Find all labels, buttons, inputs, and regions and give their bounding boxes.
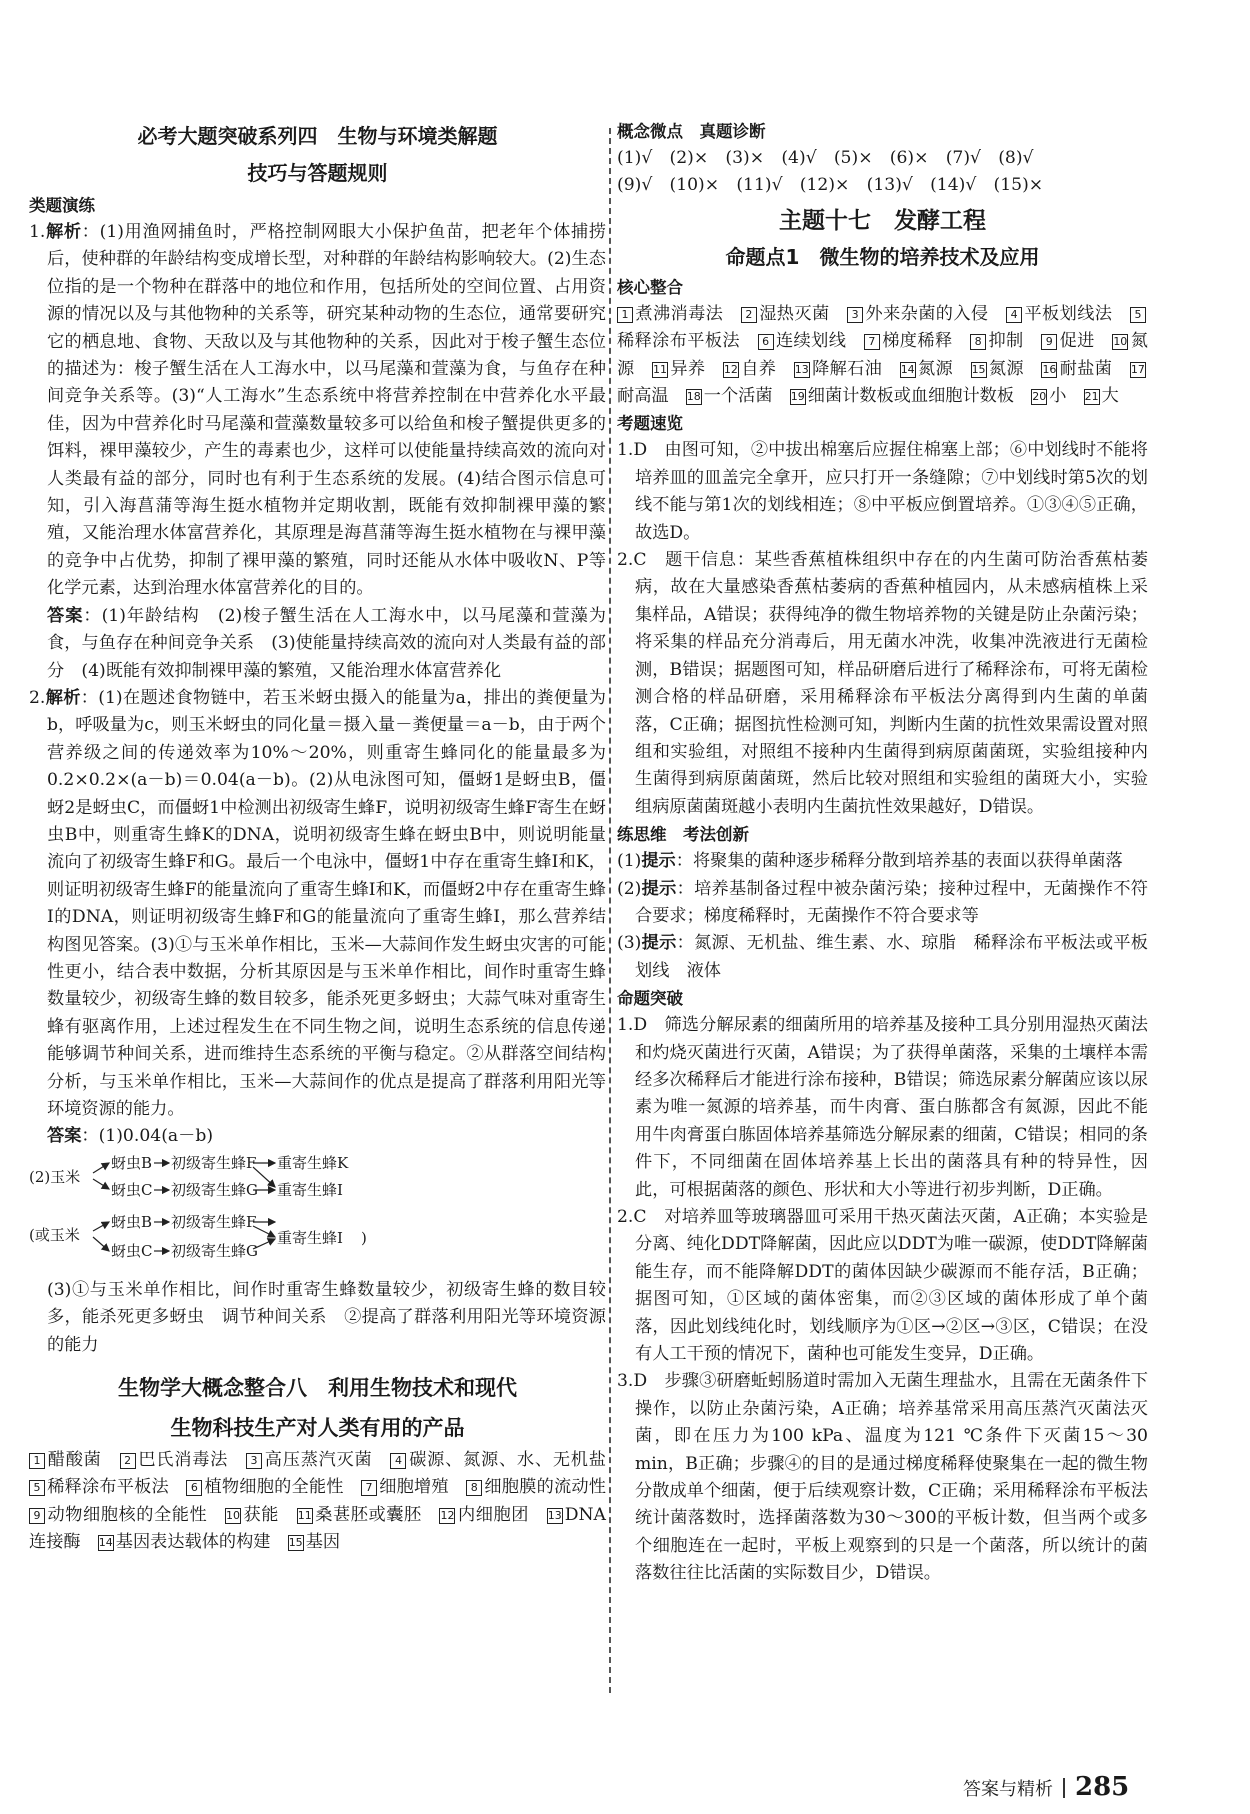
- concept-title-line-2: 生物科技生产对人类有用的产品: [170, 1416, 465, 1441]
- core-item-number: 8: [970, 334, 986, 350]
- concept-item-number: 15: [288, 1536, 303, 1550]
- concept-item: [390, 1450, 605, 1470]
- topic-title: 主题十七 发酵工程: [779, 207, 986, 234]
- concept-item-number: 14: [98, 1536, 113, 1550]
- concept-item-number: 9: [29, 1508, 45, 1524]
- core-item: [847, 304, 988, 324]
- concept-item-text: DNA连接酶: [29, 1504, 606, 1553]
- concept-item: [246, 1450, 372, 1470]
- thinking-hint-1: (1)提示：将聚集的菌种逐步稀释分散到培养基的表面以获得单菌落: [617, 851, 1123, 872]
- page-number: 285: [1075, 1772, 1130, 1802]
- core-item-number: 20: [1032, 390, 1047, 404]
- core-item-number: 13: [794, 362, 809, 376]
- judge-answers-line-2: (9)√ (10)× (11)√ (12)× (13)√ (14)√ (15)×: [617, 175, 1044, 196]
- concept-item: [98, 1532, 271, 1552]
- core-item-number: 11: [653, 362, 668, 376]
- core-item-text: 细菌计数板或血细胞计数板: [807, 386, 1015, 407]
- core-item: [1041, 331, 1095, 351]
- concept-keyword-list: [29, 1447, 606, 1557]
- concept-item-number: 1: [29, 1453, 45, 1469]
- thinking-hint-3: (3)提示：氮源、无机盐、维生素、水、琼脂 稀释涂布平板法或平板划线 液体: [617, 933, 1148, 981]
- thinking-hint-2: (2)提示：培养基制备过程中被杂菌污染；接种过程中，无菌操作不符合要求；梯度稀释时，无菌操作不符合要求等: [617, 878, 1148, 926]
- diagram-aphid-b-2: 蚜虫B: [111, 1212, 153, 1231]
- breakthrough-answer-3: 3.D 步骤③研磨蚯蚓肠道时需加入无菌生理盐水，且需在无菌条件下操作，以防止杂菌污染，A正确；培养基常采用高压蒸汽灭菌法灭菌，即在压力为100 kPa、温度为121 ℃条件下灭菌15～30 min，B正确；步骤④的目的是通过梯度稀释使聚集在一起的微生物分散成单个细菌，便于后续观察计数，C正确；采用稀释涂布平板法统计菌落数时，选择菌落数为30～300的平板计数，但当两个或多个细胞连在一起时，平板上观察到的只是一个菌落，所以统计的菌落数往往比活菌的实际数目少，D错误。: [617, 1371, 1148, 1584]
- core-item-number: 5: [1130, 307, 1146, 323]
- diagram-para-g: 初级寄生蜂G: [171, 1180, 258, 1199]
- core-item-text: 异养: [670, 358, 706, 379]
- diagram-aphid-b: 蚜虫B: [111, 1153, 153, 1172]
- core-item-number: 1: [617, 307, 633, 323]
- concept-item-text: 植物细胞的全能性: [204, 1477, 344, 1498]
- breakthrough-answer-1: 1.D 筛选分解尿素的细菌所用的培养基及接种工具分别用湿热灭菌法和灼烧灭菌进行灭菌，A错误；为了获得单菌落，采集的土壤样本需经多次稀释后才能进行涂布接种，B错误；筛选尿素分解菌应该以尿素为唯一氮源的培养基，而牛肉膏、蛋白胨都含有氮源，因此不能用牛肉膏蛋白胨固体培养基筛选分解尿素的细菌，C错误；相同的条件下，不同细菌在固体培养基上长出的菌落具有种的特异性，因此，可根据菌落的颜色、形状和大小等进行初步判断，D正确。: [617, 1015, 1148, 1200]
- core-item-text: 平板划线法: [1024, 303, 1113, 324]
- concept-item-text: 基因: [305, 1532, 341, 1553]
- concept-item-number: 8: [466, 1480, 482, 1496]
- core-item: [794, 359, 882, 379]
- series-title-line-1: 必考大题突破系列四 生物与环境类解题: [137, 124, 498, 148]
- judge-answers-line-1: (1)√ (2)× (3)× (4)√ (5)× (6)× (7)√ (8)√: [617, 148, 1034, 168]
- concept-item-number: 6: [186, 1480, 202, 1496]
- core-item-number: 21: [1084, 390, 1099, 404]
- diagram-prefix-2: (或玉米: [29, 1225, 80, 1244]
- page-footer: [963, 1772, 1129, 1802]
- core-item: [617, 304, 723, 324]
- core-item: [686, 386, 773, 406]
- concept-item-number: 12: [440, 1508, 455, 1522]
- core-item-text: 氮源: [988, 358, 1024, 379]
- proposition-point-title: 命题点1 微生物的培养技术及应用: [725, 244, 1040, 269]
- core-item-text: 大: [1101, 386, 1119, 407]
- section-breakthrough: 命题突破: [617, 989, 683, 1009]
- core-item-text: 煮沸消毒法: [635, 303, 724, 324]
- core-item: [1041, 359, 1112, 379]
- question-1-answer: 答案：(1)年龄结构 (2)梭子蟹生活在人工海水中，以马尾藻和萱藻为食，与鱼存在种间竞争关系 (3)使能量持续高效的流向对人类最有益的部分 (4)既能有效抑制裸甲藻的繁殖，又能治理水体富营养化: [47, 605, 606, 681]
- core-item: [790, 386, 1014, 406]
- question-1-analysis: 1.解析：(1)用渔网捕鱼时，严格控制网眼大小保护鱼苗，把老年个体捕捞后，使种群的年龄结构变成增长型，对种群的年龄结构影响较大。(2)生态位指的是一个物种在群落中的地位和作用，包括所处的空间位置、占用资源的情况以及与其他物种的关系等，研究某种动物的生态位，通常要研究它的栖息地、食物、天敌以及与其他物种的关系，因此对于梭子蟹生态位的描述为：梭子蟹生活在人工海水中，以马尾藻和萱藻为食，与鱼存在种间竞争关系等。(3)“人工海水”生态系统中将营养控制在中营养化水平最佳，因为中营养化时马尾藻和萱藻数量较多可以给鱼和梭子蟹提供更多的饵料，裸甲藻较少，产生的毒素也少，这样可以使能量持续高效的流向对人类最有益的部分，同时也有利于生态系统的发展。(4)结合图示信息可知，引入海菖蒲等海生挺水植物并定期收割，既能有效抑制裸甲藻的繁殖，又能治理水体富营养化，其原理是海菖蒲等海生挺水植物在与裸甲藻的竞争中占优势，抑制了裸甲藻的繁殖，同时还能从水体中吸收N、P等化学元素，达到治理水体富营养化的目的。: [29, 222, 606, 599]
- core-item: [723, 359, 776, 379]
- core-item-number: 10: [1113, 335, 1128, 349]
- core-item-number: 15: [971, 362, 986, 376]
- core-item-text: 稀释涂布平板法: [617, 331, 741, 352]
- concept-item-text: 巴氏消毒法: [137, 1450, 229, 1471]
- concept-item-number: 10: [225, 1508, 240, 1522]
- diagram-para-f-2: 初级寄生蜂F: [171, 1212, 257, 1231]
- section-concept-diagnosis: 概念微点 真题诊断: [617, 122, 766, 141]
- core-item-text: 自养: [740, 358, 777, 379]
- concept-item-text: 稀释涂布平板法: [47, 1477, 169, 1498]
- core-item-number: 9: [1041, 334, 1057, 350]
- core-item-text: 梯度稀释: [881, 331, 953, 352]
- core-item: [758, 331, 847, 351]
- core-item: [1006, 304, 1112, 324]
- concept-item-number: 11: [297, 1508, 312, 1522]
- diagram-aphid-c-2: 蚜虫C: [111, 1241, 153, 1260]
- core-item-text: 氮源: [617, 331, 1148, 379]
- core-item: [864, 331, 953, 351]
- core-item: [741, 304, 830, 324]
- concept-item: [29, 1505, 207, 1525]
- concept-item: [288, 1532, 340, 1552]
- breakthrough-answer-2: 2.C 对培养皿等玻璃器皿可采用干热灭菌法灭菌，A正确；本实验是分离、纯化DDT降解菌，因此应以DDT为唯一碳源，使DDT降解菌能生存，而不能降解DDT的菌体因缺少碳源而不能存活，B正确；据图可知，①区域的菌体密集，而②③区域的菌体形成了单个菌落，因此划线纯化时，划线顺序为①区→②区→③区，C错误；在没有人工干预的情况下，菌种也可能发生变异，D正确。: [617, 1207, 1148, 1365]
- concept-item-text: 动物细胞核的全能性: [47, 1504, 208, 1525]
- concept-item: [29, 1477, 169, 1497]
- footer-separator: [1063, 1778, 1065, 1798]
- concept-item-number: 3: [246, 1453, 262, 1469]
- section-exam-overview: 考题速览: [617, 414, 683, 434]
- concept-item-text: 细胞增殖: [379, 1477, 449, 1498]
- concept-item-text: 桑葚胚或囊胚: [314, 1504, 422, 1525]
- core-item-number: 14: [900, 362, 915, 376]
- core-item-text: 湿热灭菌: [758, 303, 830, 324]
- concept-item-number: 7: [361, 1480, 377, 1496]
- exam-answer-1: 1.D 由图可知，②中拔出棉塞后应握住棉塞上部；⑥中划线时不能将培养皿的皿盖完全拿开，应只打开一条缝隙；⑦中划线时第5次的划线不能与第1次的划线相连；⑧中平板应倒置培养。①③④⑤正确，故选D。: [617, 440, 1148, 543]
- concept-item-number: 2: [120, 1453, 136, 1469]
- concept-item-text: 基因表达载体的构建: [115, 1532, 271, 1553]
- core-item-text: 耐高温: [617, 386, 669, 407]
- core-item-number: 12: [723, 362, 738, 376]
- footer-label: 答案与精析: [963, 1779, 1053, 1800]
- question-2-answer-3: (3)①与玉米单作相比，间作时重寄生蜂数量较少，初级寄生蜂的数目较多，能杀死更多蚜虫 调节种间关系 ②提高了群落利用阳光等环境资源的能力: [47, 1279, 606, 1355]
- core-item-text: 降解石油: [811, 358, 883, 379]
- core-item-number: 16: [1042, 362, 1057, 376]
- diagram-para-g-2: 初级寄生蜂G: [171, 1241, 258, 1260]
- core-item-number: 19: [790, 390, 805, 404]
- core-item-number: 2: [741, 307, 757, 323]
- right-column: [617, 118, 1148, 1588]
- section-thinking: 练思维 考法创新: [617, 825, 749, 845]
- exam-answer-2: 2.C 题干信息：某些香蕉植株组织中存在的内生菌可防治香蕉枯萎病，故在大量感染香蕉枯萎病的香蕉种植园内，从未感病植株上采集样品，A错误；获得纯净的微生物培养物的关键是防止杂菌污染；将采集的样品充分消毒后，用无菌水冲洗，收集冲洗液进行无菌检测，B错误；据题图可知，样品研磨后进行了稀释涂布，可将无菌检测合格的样品研磨，采用稀释涂布平板法分离得到内生菌的单菌落，C正确；据图抗性检测可知，判断内生菌的抗性效果需设置对照组和实验组，对照组不接种内生菌得到病原菌菌斑，实验组接种内生菌得到病原菌菌斑，然后比较对照组和实验组的菌斑大小，实验组病原菌菌斑越小表明内生菌抗性效果越好，D错误。: [617, 550, 1148, 817]
- diagram-hyper-k: 重寄生蜂K: [277, 1153, 349, 1172]
- concept-item: [225, 1505, 279, 1525]
- core-item-text: 连续划线: [775, 331, 847, 352]
- concept-item: [297, 1505, 422, 1525]
- concept-item: [466, 1477, 606, 1497]
- core-item-text: 外来杂菌的入侵: [865, 303, 989, 324]
- core-item-number: 6: [758, 334, 774, 350]
- concept-item: [439, 1505, 529, 1525]
- core-item: [971, 359, 1024, 379]
- core-item-text: 小: [1049, 386, 1067, 407]
- concept-item: [361, 1477, 449, 1497]
- core-item-text: 抑制: [988, 331, 1024, 352]
- core-item-number: 18: [686, 390, 701, 404]
- question-2-analysis: 2.解析：(1)在题述食物链中，若玉米蚜虫摄入的能量为a，排出的粪便量为b，呼吸量为c，则玉米蚜虫的同化量＝摄入量－粪便量＝a－b，由于两个营养级之间的传递效率为10%～20%，则重寄生蜂同化的能量最多为0.2×0.2×(a－b)＝0.04(a－b)。(2)从电泳图可知，僵蚜1是蚜虫B，僵蚜2是蚜虫C，而僵蚜1中检测出初级寄生蜂F，说明初级寄生蜂F寄生在蚜虫B中，则重寄生蜂K的DNA，说明初级寄生蜂在蚜虫B中，则说明能量流向了初级寄生蜂F和G。最后一个电泳中，僵蚜1中存在重寄生蜂I和K，则证明初级寄生蜂F的能量流向了重寄生蜂I和K，而僵蚜2中存在重寄生蜂I的DNA，则证明初级寄生蜂F和G的能量流向了重寄生蜂I，那么营养结构图见答案。(3)①与玉米单作相比，玉米—大蒜间作发生蚜虫灾害的可能性更小，结合表中数据，分析其原因是与玉米单作相比，间作时重寄生蜂数量较少，初级寄生蜂的数目较多，能杀死更多蚜虫；大蒜气味对重寄生蜂有驱离作用，上述过程发生在不同生物之间，说明生态系统的信息传递能够调节种间关系，进而维持生态系统的平衡与稳定。②从群落空间结构分析，与玉米单作相比，玉米—大蒜间作的优点是提高了群落利用阳光等环境资源的能力。: [29, 687, 606, 1119]
- series-title-line-2: 技巧与答题规则: [247, 161, 388, 185]
- core-item: [1031, 386, 1066, 406]
- diagram-suffix-2: ): [361, 1228, 367, 1247]
- core-item-number: 7: [864, 334, 880, 350]
- core-item-text: 氮源: [917, 358, 954, 379]
- core-item-number: 4: [1006, 307, 1022, 323]
- core-keyword-list: [617, 301, 1148, 411]
- core-item-number: 17: [1130, 362, 1145, 376]
- food-web-diagram: [29, 1153, 449, 1273]
- section-core-integration: 核心整合: [617, 277, 683, 297]
- concept-item-text: 碳源、氮源、水、无机盐: [408, 1450, 606, 1471]
- concept-item: [120, 1450, 229, 1470]
- section-practice: 类题演练: [29, 196, 95, 215]
- concept-item-number: 13: [547, 1508, 562, 1522]
- core-item-text: 促进: [1059, 331, 1095, 352]
- concept-item-text: 醋酸菌: [47, 1450, 102, 1471]
- left-column: [29, 118, 606, 1557]
- concept-item-number: 4: [390, 1453, 406, 1469]
- concept-item-text: 内细胞团: [457, 1504, 529, 1525]
- diagram-para-f: 初级寄生蜂F: [171, 1153, 257, 1172]
- concept-item-text: 高压蒸汽灭菌: [264, 1450, 373, 1471]
- diagram-prefix-1: (2)玉米: [29, 1167, 81, 1186]
- concept-item-number: 5: [29, 1480, 45, 1496]
- diagram-hyper-i-2: 重寄生蜂I: [277, 1228, 343, 1247]
- core-item: [900, 359, 953, 379]
- concept-item: [186, 1477, 343, 1497]
- concept-item-text: 细胞膜的流动性: [484, 1477, 606, 1498]
- core-item-text: 一个活菌: [703, 386, 773, 407]
- core-item: [970, 331, 1024, 351]
- diagram-hyper-i: 重寄生蜂I: [277, 1180, 343, 1199]
- concept-item-text: 获能: [242, 1504, 279, 1525]
- core-item: [652, 359, 705, 379]
- diagram-aphid-c: 蚜虫C: [111, 1180, 153, 1199]
- core-item: [1084, 386, 1119, 406]
- question-2-answer-1: 答案：(1)0.04(a－b): [47, 1126, 214, 1147]
- core-item-text: 耐盐菌: [1059, 358, 1113, 379]
- concept-item: [29, 1450, 102, 1470]
- core-item-number: 3: [847, 307, 863, 323]
- concept-title-line-1: 生物学大概念整合八 利用生物技术和现代: [118, 1376, 517, 1401]
- food-web-arrows: [29, 1153, 449, 1273]
